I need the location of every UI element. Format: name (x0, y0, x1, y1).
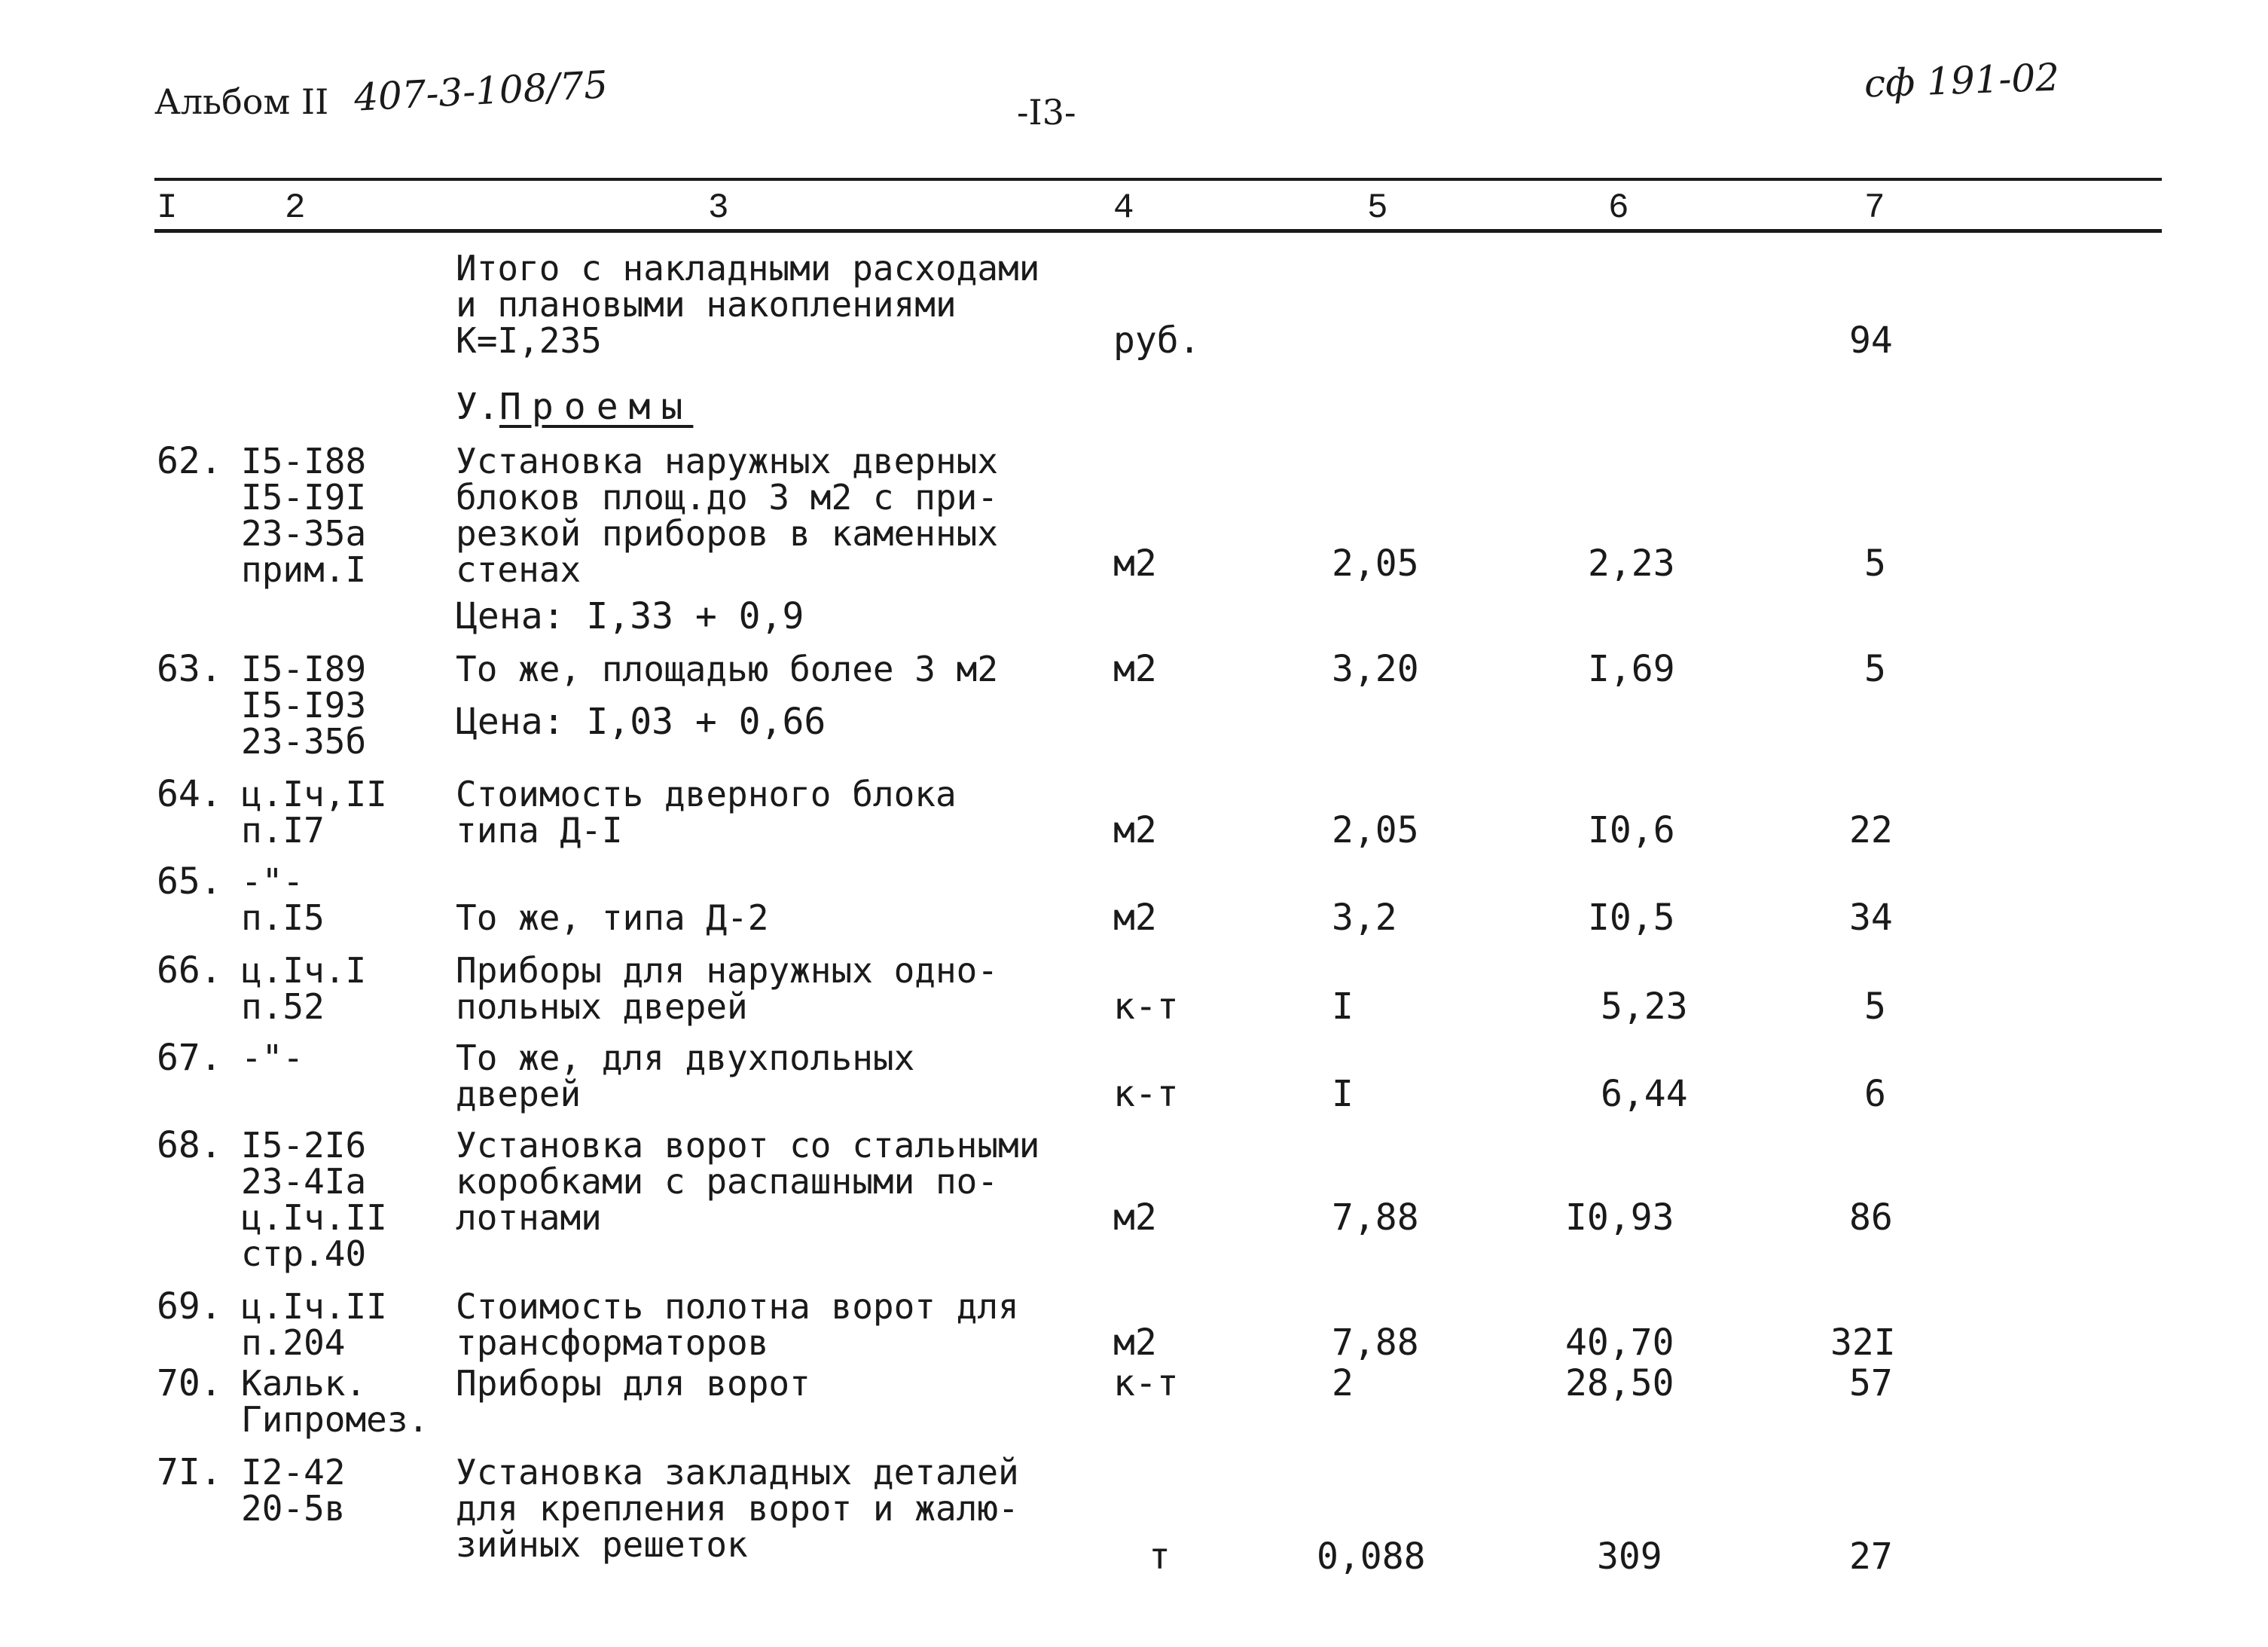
row-69-price: 40,70 (1565, 1322, 1674, 1364)
row-65-number: 65. (157, 860, 222, 903)
row-71-total: 27 (1849, 1535, 1893, 1578)
row-65-total: 34 (1849, 897, 1893, 939)
row-65-qty: 3,2 (1332, 897, 1397, 939)
row-62-qty: 2,05 (1332, 542, 1419, 585)
section-title: Проемы (499, 386, 694, 428)
row-66-total: 5 (1864, 985, 1886, 1028)
row-69-code: ц.Iч.II п.204 (241, 1286, 387, 1363)
row-66-price: 5,23 (1601, 985, 1688, 1028)
row-68-number: 68. (157, 1124, 222, 1166)
row-68-code: I5-2I6 23-4Iа ц.Iч.II стр.40 (241, 1125, 387, 1274)
row-69-total: 32I (1830, 1322, 1896, 1364)
row-63-number: 63. (157, 648, 222, 690)
row-69-unit: м2 (1113, 1322, 1157, 1364)
page-number: -I3- (1017, 92, 1076, 133)
row-63-qty: 3,20 (1332, 648, 1419, 690)
row-67-total: 6 (1864, 1073, 1886, 1115)
row-64-total: 22 (1849, 809, 1893, 851)
row-total-name: Итого с накладными расходами и плановыми накоплениями К=I,235 (456, 248, 1040, 361)
column-header-2: 2 (285, 188, 306, 228)
column-header-1: I (157, 188, 178, 228)
row-70-price: 28,50 (1565, 1362, 1674, 1404)
row-70-unit: к-т (1113, 1362, 1179, 1404)
project-number: 407-3-108/75 (353, 63, 609, 120)
row-66-name: Приборы для наружных одно- польных дверей (456, 950, 999, 1027)
row-69-name: Стоимость полотна ворот для трансформаторов (456, 1286, 1019, 1363)
row-65-price: I0,5 (1588, 897, 1675, 939)
row-total-unit: руб. (1113, 319, 1201, 362)
album-label: Альбом II (154, 81, 329, 122)
row-66-unit: к-т (1113, 985, 1179, 1028)
row-63-unit: м2 (1113, 648, 1157, 690)
row-67-price: 6,44 (1601, 1073, 1688, 1115)
row-71-code: I2-42 20-5в (241, 1452, 346, 1529)
header-top-rule (154, 178, 2162, 181)
column-header-7: 7 (1864, 188, 1885, 228)
row-62-total: 5 (1864, 542, 1886, 585)
row-65-name: То же, типа Д-2 (456, 897, 769, 938)
row-62-price-note: Цена: I,33 + 0,9 (456, 595, 804, 637)
row-67-unit: к-т (1113, 1073, 1179, 1115)
row-62-name: Установка наружных дверных блоков площ.до 3 м2 с при- резкой приборов в каменных стенах (456, 441, 999, 590)
column-header-4: 4 (1113, 188, 1134, 228)
row-62-unit: м2 (1113, 542, 1157, 585)
row-69-number: 69. (157, 1285, 222, 1328)
row-71-price: 309 (1597, 1535, 1662, 1578)
row-62-number: 62. (157, 440, 222, 482)
row-63-price: I,69 (1588, 648, 1675, 690)
header-bottom-rule (154, 229, 2162, 233)
column-header-3: 3 (708, 188, 729, 228)
row-67-qty: I (1332, 1073, 1354, 1115)
row-63-code: I5-I89 I5-I93 23-35б (241, 649, 367, 762)
row-71-number: 7I. (157, 1451, 222, 1493)
row-70-qty: 2 (1332, 1362, 1354, 1404)
row-70-code: Кальк. Гипромез. (241, 1363, 429, 1440)
row-70-name: Приборы для ворот (456, 1363, 810, 1404)
row-65-unit: м2 (1113, 897, 1157, 939)
row-64-qty: 2,05 (1332, 809, 1419, 851)
row-68-price: I0,93 (1565, 1196, 1674, 1239)
sheet-code: сф 191-02 (1864, 55, 2060, 106)
row-66-number: 66. (157, 949, 222, 992)
section-number: У. (456, 386, 499, 428)
row-68-total: 86 (1849, 1196, 1893, 1239)
row-63-total: 5 (1864, 648, 1886, 690)
row-67-code: -"- (241, 1037, 304, 1078)
row-64-name: Стоимость дверного блока типа Д-I (456, 774, 957, 851)
row-63-price-note: Цена: I,03 + 0,66 (456, 701, 826, 743)
row-62-price: 2,23 (1588, 542, 1675, 585)
row-70-total: 57 (1849, 1362, 1893, 1404)
row-66-code: ц.Iч.I п.52 (241, 950, 367, 1027)
row-70-number: 70. (157, 1362, 222, 1404)
row-71-unit: т (1149, 1535, 1171, 1578)
row-71-name: Установка закладных деталей для крепления ворот и жалю- зийных решеток (456, 1452, 1019, 1565)
row-total-value: 94 (1849, 319, 1893, 362)
column-header-6: 6 (1608, 188, 1629, 228)
row-68-unit: м2 (1113, 1196, 1157, 1239)
row-64-unit: м2 (1113, 809, 1157, 851)
row-71-qty: 0,088 (1317, 1535, 1426, 1578)
column-header-5: 5 (1367, 188, 1388, 228)
row-68-qty: 7,88 (1332, 1196, 1419, 1239)
row-69-qty: 7,88 (1332, 1322, 1419, 1364)
row-68-name: Установка ворот со стальными коробками с распашными по- лотнами (456, 1125, 1040, 1238)
row-64-price: I0,6 (1588, 809, 1675, 851)
row-67-name: То же, для двухпольных дверей (456, 1037, 915, 1114)
row-63-name: То же, площадью более 3 м2 (456, 649, 999, 689)
row-66-qty: I (1332, 985, 1354, 1028)
row-64-code: ц.Iч,II п.I7 (241, 774, 387, 851)
row-67-number: 67. (157, 1037, 222, 1079)
row-64-number: 64. (157, 773, 222, 815)
row-65-code: -"- п.I5 (241, 861, 325, 938)
row-62-code: I5-I88 I5-I9I 23-35а прим.I (241, 441, 367, 590)
